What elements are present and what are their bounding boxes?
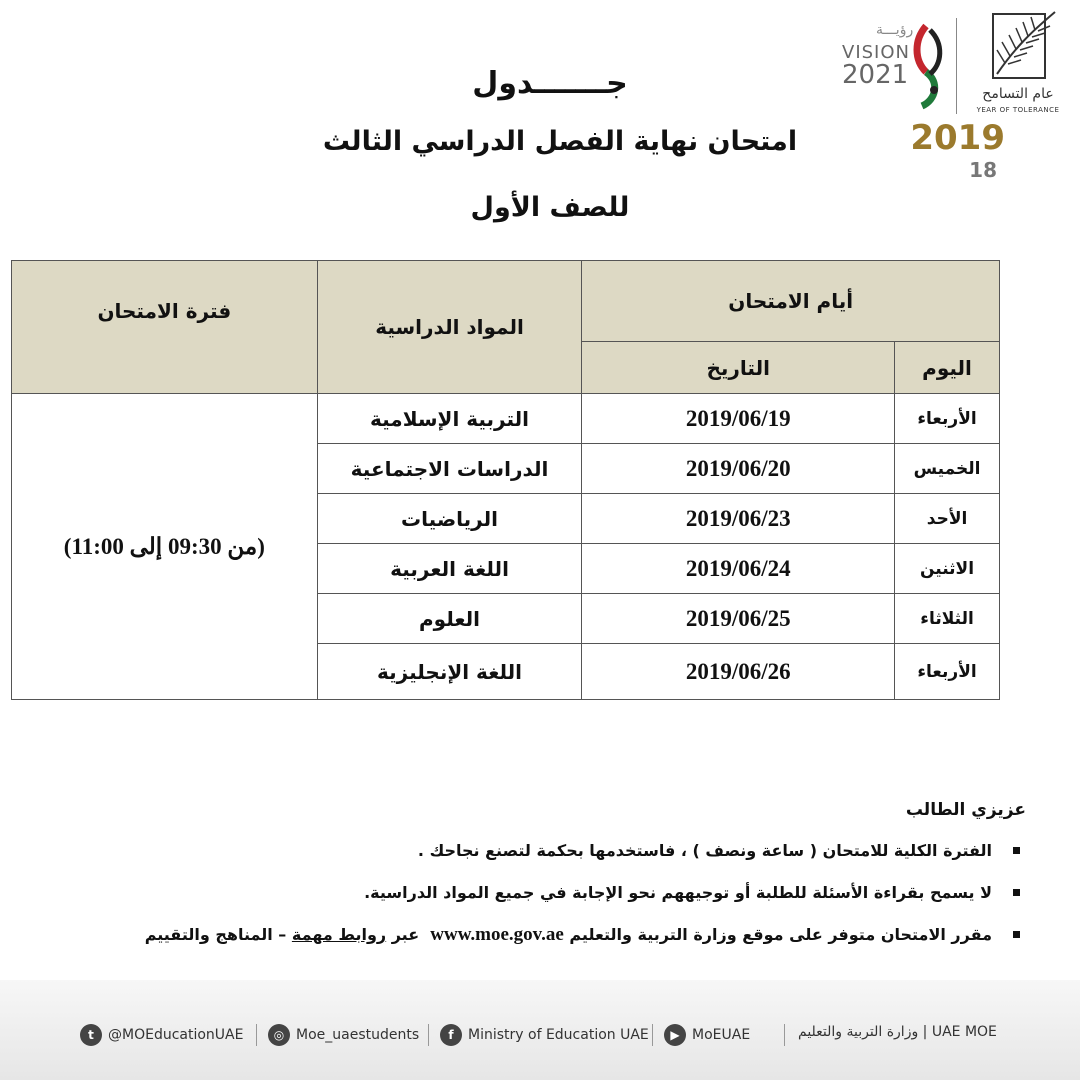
subject-cell: التربية الإسلامية xyxy=(317,394,582,444)
note-text: الفترة الكلية للامتحان ( ساعة ونصف ) ، فاستخدمها بحكمة لتصنع نجاحك . xyxy=(417,841,992,860)
subject-cell: اللغة العربية xyxy=(317,544,582,594)
vision-2021-emblem xyxy=(900,20,952,112)
subject-cell: الرياضيات xyxy=(317,494,582,544)
list-item xyxy=(80,830,1020,872)
date-cell: 2019/06/25 xyxy=(582,594,895,644)
facebook-icon: f xyxy=(440,1024,462,1046)
day-cell: الأربعاء xyxy=(895,644,1000,700)
day-cell: الأحد xyxy=(895,494,1000,544)
instagram-icon: ◎ xyxy=(268,1024,290,1046)
day-cell: الأربعاء xyxy=(895,394,1000,444)
footer-separator xyxy=(652,1024,653,1046)
subject-cell: اللغة الإنجليزية xyxy=(317,644,582,700)
notes-title: عزيزي الطالب xyxy=(905,800,1026,820)
bullet-icon xyxy=(1013,847,1020,854)
date-cell: 2019/06/26 xyxy=(582,644,895,700)
youtube-icon: ▶ xyxy=(664,1024,686,1046)
vision-arabic-text: رؤيـــة xyxy=(876,22,914,38)
note-text: عبر xyxy=(391,925,420,944)
date-cell: 2019/06/24 xyxy=(582,544,895,594)
tolerance-arabic-text: عام التسامح xyxy=(982,86,1054,102)
header-exam-days: أيام الامتحان xyxy=(582,261,1000,342)
grade-title: للصف الأول xyxy=(470,192,630,223)
page-subtitle: امتحان نهاية الفصل الدراسي الثالث xyxy=(322,126,798,157)
ministry-label: وزارة التربية والتعليم | UAE MOE xyxy=(798,1024,997,1040)
date-cell: 2019/06/23 xyxy=(582,494,895,544)
bullet-icon xyxy=(1013,931,1020,938)
twitter-icon: t xyxy=(80,1024,102,1046)
header-period: فترة الامتحان xyxy=(12,261,318,394)
header-date: التاريخ xyxy=(582,342,895,394)
subject-cell: العلوم xyxy=(317,594,582,644)
twitter-link[interactable]: t @MOEducationUAE xyxy=(80,1024,243,1046)
list-item xyxy=(80,914,1020,956)
facebook-link[interactable]: f Ministry of Education UAE xyxy=(440,1024,649,1046)
day-cell: الخميس xyxy=(895,444,1000,494)
date-cell: 2019/06/20 xyxy=(582,444,895,494)
tolerance-english-text: YEAR OF TOLERANCE xyxy=(976,106,1060,114)
note-text: مقرر الامتحان متوفر على موقع وزارة التربية والتعليم xyxy=(569,925,992,944)
year-label: 2019 xyxy=(910,118,1005,158)
day-cell: الثلاثاء xyxy=(895,594,1000,644)
vision-english-text: VISION xyxy=(842,42,910,63)
list-item xyxy=(80,872,1020,914)
exam-schedule-table xyxy=(11,260,1000,700)
footer-separator xyxy=(256,1024,257,1046)
year-suffix-label: 18 xyxy=(969,158,997,182)
footer-separator xyxy=(428,1024,429,1046)
youtube-link[interactable]: ▶ MoEUAE xyxy=(664,1024,750,1046)
notes-list xyxy=(80,830,1020,956)
header-day: اليوم xyxy=(895,342,1000,394)
logo-separator xyxy=(956,18,957,114)
note-text: – المناهج والتقييم xyxy=(144,925,287,944)
instagram-link[interactable]: ◎ Moe_uaestudents xyxy=(268,1024,419,1046)
page-title: جـــــــدول xyxy=(472,66,628,101)
subject-cell: الدراسات الاجتماعية xyxy=(317,444,582,494)
note-text: لا يسمح بقراءة الأسئلة للطلبة أو توجيههم نحو الإجابة في جميع المواد الدراسية. xyxy=(364,883,992,902)
vision-year-text: 2021 xyxy=(842,60,909,90)
moe-website-link[interactable]: www.moe.gov.ae xyxy=(430,924,564,945)
date-cell: 2019/06/19 xyxy=(582,394,895,444)
footer-separator xyxy=(784,1024,785,1046)
important-links-link[interactable]: روابط مهمة xyxy=(291,925,387,944)
header-subjects: المواد الدراسية xyxy=(317,261,582,394)
day-cell: الاثنين xyxy=(895,544,1000,594)
period-cell: (من 09:30 إلى 11:00) xyxy=(12,394,318,700)
bullet-icon xyxy=(1013,889,1020,896)
table-row xyxy=(12,394,1000,444)
